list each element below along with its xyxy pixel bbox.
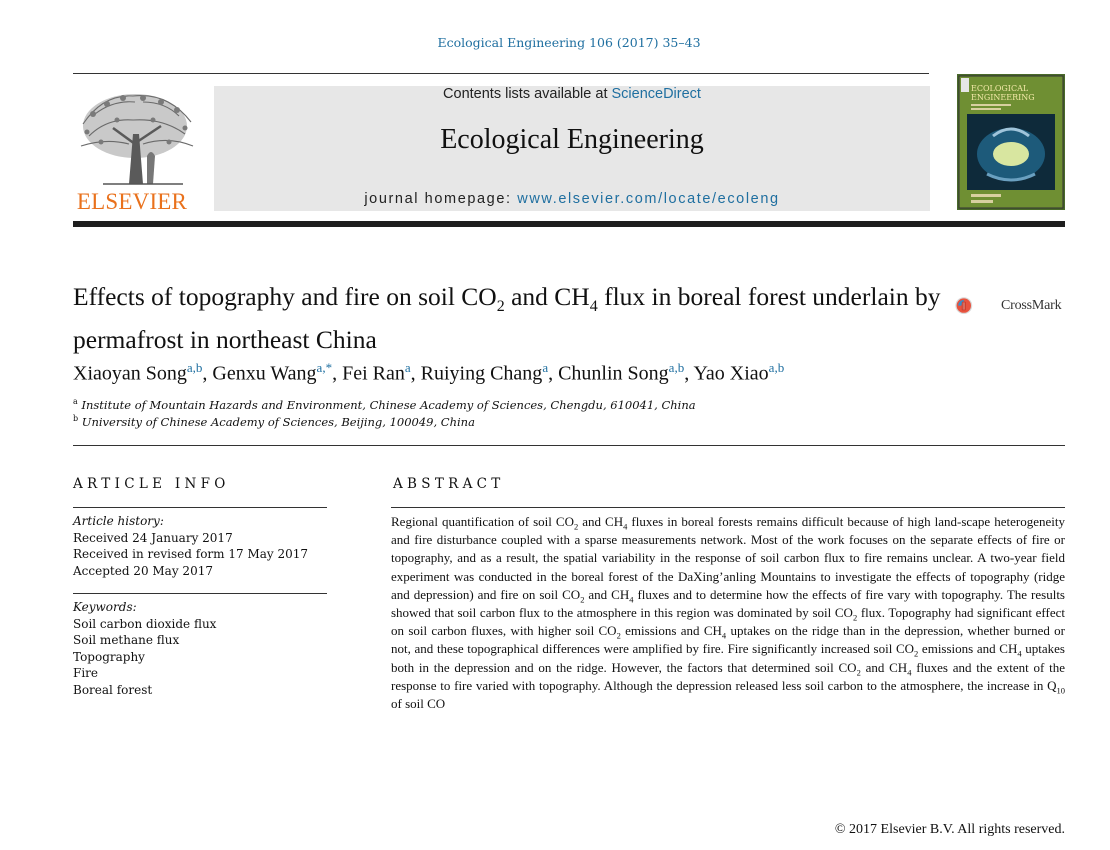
abstract-segment: uptakes both in the depression and on the ridge. However, the factors that determined soil CO xyxy=(391,641,1065,675)
abstract-text xyxy=(391,513,1065,713)
affiliation-a xyxy=(73,397,696,412)
abstract-subscript: 4 xyxy=(629,594,634,605)
homepage-prefix: journal homepage: xyxy=(364,191,518,207)
keywords-rule xyxy=(73,593,327,594)
abstract-segment: flux. Topography had significant effect on soil carbon fluxes, with higher soil CO xyxy=(391,605,1065,639)
author-separator: , xyxy=(332,362,343,385)
affiliation-text: Institute of Mountain Hazards and Environment, Chinese Academy of Sciences, Chengdu, 610041, China xyxy=(81,397,696,412)
section-rule xyxy=(73,445,1065,446)
abstract-subscript: 4 xyxy=(721,630,727,641)
keyword-item: Fire xyxy=(73,666,99,680)
abstract-segment: Regional quantification of soil CO xyxy=(391,514,574,529)
affiliation-text: University of Chinese Academy of Sciences, Beijing, 100049, China xyxy=(81,414,475,429)
author-name[interactable]: Xiaoyan Song xyxy=(73,362,187,385)
abstract-heading: ABSTRACT xyxy=(393,476,505,492)
journal-homepage-link[interactable]: www.elsevier.com/locate/ecoleng xyxy=(517,191,780,207)
article-info-heading: ARTICLE INFO xyxy=(73,476,230,492)
author-separator: , xyxy=(684,362,694,385)
title-text-1: Effects of topography and fire on soil CO xyxy=(73,282,497,311)
abstract-segment: uptakes on the ridge than in the depression, whether burned or not, and these topographical differences were amplified by fire. Fire significantly increased soil CO xyxy=(391,623,1065,657)
author-affiliation-mark[interactable]: a xyxy=(404,360,411,375)
abstract-subscript: 2 xyxy=(616,630,621,641)
history-revised: Received in revised form 17 May 2017 xyxy=(73,547,309,561)
history-accepted: Accepted 20 May 2017 xyxy=(73,563,213,578)
abstract-segment: and CH xyxy=(860,659,908,675)
header-thick-rule xyxy=(73,221,1065,227)
author-affiliation-mark[interactable]: a xyxy=(542,360,549,375)
cover-title-1: ECOLOGICAL xyxy=(971,84,1029,93)
abstract-segment: emissions and CH xyxy=(620,623,722,639)
abstract-rule xyxy=(391,507,1065,508)
abstract-subscript: 4 xyxy=(907,667,912,678)
history-received: Received 24 January 2017 xyxy=(73,530,233,545)
author-name[interactable]: Genxu Wang xyxy=(212,362,317,385)
author-separator: , xyxy=(202,362,213,385)
abstract-subscript: 2 xyxy=(856,667,861,678)
keyword-item: Topography xyxy=(73,649,145,664)
contents-line xyxy=(214,86,930,102)
abstract-subscript: 4 xyxy=(1017,649,1022,660)
author-name[interactable]: Ruiying Chang xyxy=(420,362,543,385)
abstract-segment: of soil CO xyxy=(391,696,446,712)
keyword-item: Soil carbon dioxide flux xyxy=(73,616,217,631)
article-info-rule xyxy=(73,507,327,508)
crossmark-label[interactable]: CrossMark xyxy=(1001,298,1062,313)
title-text-2: and CH xyxy=(504,282,590,311)
keyword-item: Soil methane flux xyxy=(73,633,180,647)
author-affiliation-mark[interactable]: a,b xyxy=(668,360,685,375)
keywords-label: Keywords: xyxy=(73,600,137,614)
author-name[interactable]: Yao Xiao xyxy=(693,362,769,385)
author-affiliation-mark[interactable]: a,b xyxy=(768,360,785,375)
elsevier-logo-text[interactable]: ELSEVIER xyxy=(76,189,188,214)
affiliation-b xyxy=(73,414,475,429)
keyword-item: Boreal forest xyxy=(73,682,153,697)
sciencedirect-link[interactable]: ScienceDirect xyxy=(611,86,701,102)
title-sub-1: 2 xyxy=(496,298,505,316)
crossmark-icon[interactable] xyxy=(955,283,1001,329)
abstract-segment: fluxes in boreal forests remains difficult because of high land-scape heterogeneity and fire disturbance coupled with a sparse measurements network. Most of the work focuses on the separate effects of fire or topography, and as a result, the spatial variability in the response of soil carbon flux to fire remains unclear. A two-year field experiment was conducted in the boreal forest of the DaXing’anling Mountains to investigate the effects of topography (ridge and depression) and fire on soil CO xyxy=(391,514,1065,602)
article-title xyxy=(73,280,943,356)
author-name[interactable]: Fei Ran xyxy=(342,362,405,385)
abstract-subscript: 2 xyxy=(573,521,579,532)
cover-title-2: ENGINEERING xyxy=(971,93,1035,102)
abstract-segment: fluxes and the extent of the response to fire varied with topography. Although the depression released less soil carbon to the atmosphere, the increase in Q xyxy=(391,659,1065,693)
homepage-line xyxy=(214,191,930,207)
author-affiliation-mark[interactable]: a,b xyxy=(186,360,203,375)
abstract-segment: and CH xyxy=(584,586,630,602)
journal-citation[interactable]: Ecological Engineering 106 (2017) 35–43 xyxy=(437,35,701,50)
abstract-segment: fluxes and to determine how the effects of fire vary with topography. The results showed that soil carbon flux to the atmosphere in this region was dominated by soil CO xyxy=(391,586,1065,621)
abstract-subscript: 2 xyxy=(580,594,585,605)
keywords-block xyxy=(73,599,216,698)
title-text-3: flux in boreal forest underlain by permafrost in northeast China xyxy=(73,282,941,355)
abstract-segment: emissions and CH xyxy=(918,641,1018,657)
title-sub-2: 4 xyxy=(589,298,598,316)
author-affiliation-mark[interactable]: a,* xyxy=(316,360,333,375)
journal-cover-thumbnail[interactable] xyxy=(957,74,1065,210)
abstract-subscript: 2 xyxy=(914,649,919,660)
history-label: Article history: xyxy=(73,514,164,528)
author-separator: , xyxy=(548,362,559,385)
author-separator: , xyxy=(410,362,421,385)
affiliation-mark: b xyxy=(73,414,79,423)
copyright-notice: © 2017 Elsevier B.V. All rights reserved. xyxy=(834,822,1065,837)
author-name[interactable]: Chunlin Song xyxy=(558,362,669,385)
article-history xyxy=(73,513,308,579)
abstract-segment: and CH xyxy=(578,514,624,529)
journal-title[interactable]: Ecological Engineering xyxy=(440,124,704,155)
abstract-subscript: 4 xyxy=(623,521,628,532)
contents-prefix: Contents lists available at xyxy=(443,86,612,102)
abstract-subscript: 10 xyxy=(1056,685,1065,696)
author-list xyxy=(73,360,784,386)
abstract-subscript: 2 xyxy=(852,612,858,623)
header-rule xyxy=(73,73,929,74)
affiliation-mark: a xyxy=(73,397,78,406)
